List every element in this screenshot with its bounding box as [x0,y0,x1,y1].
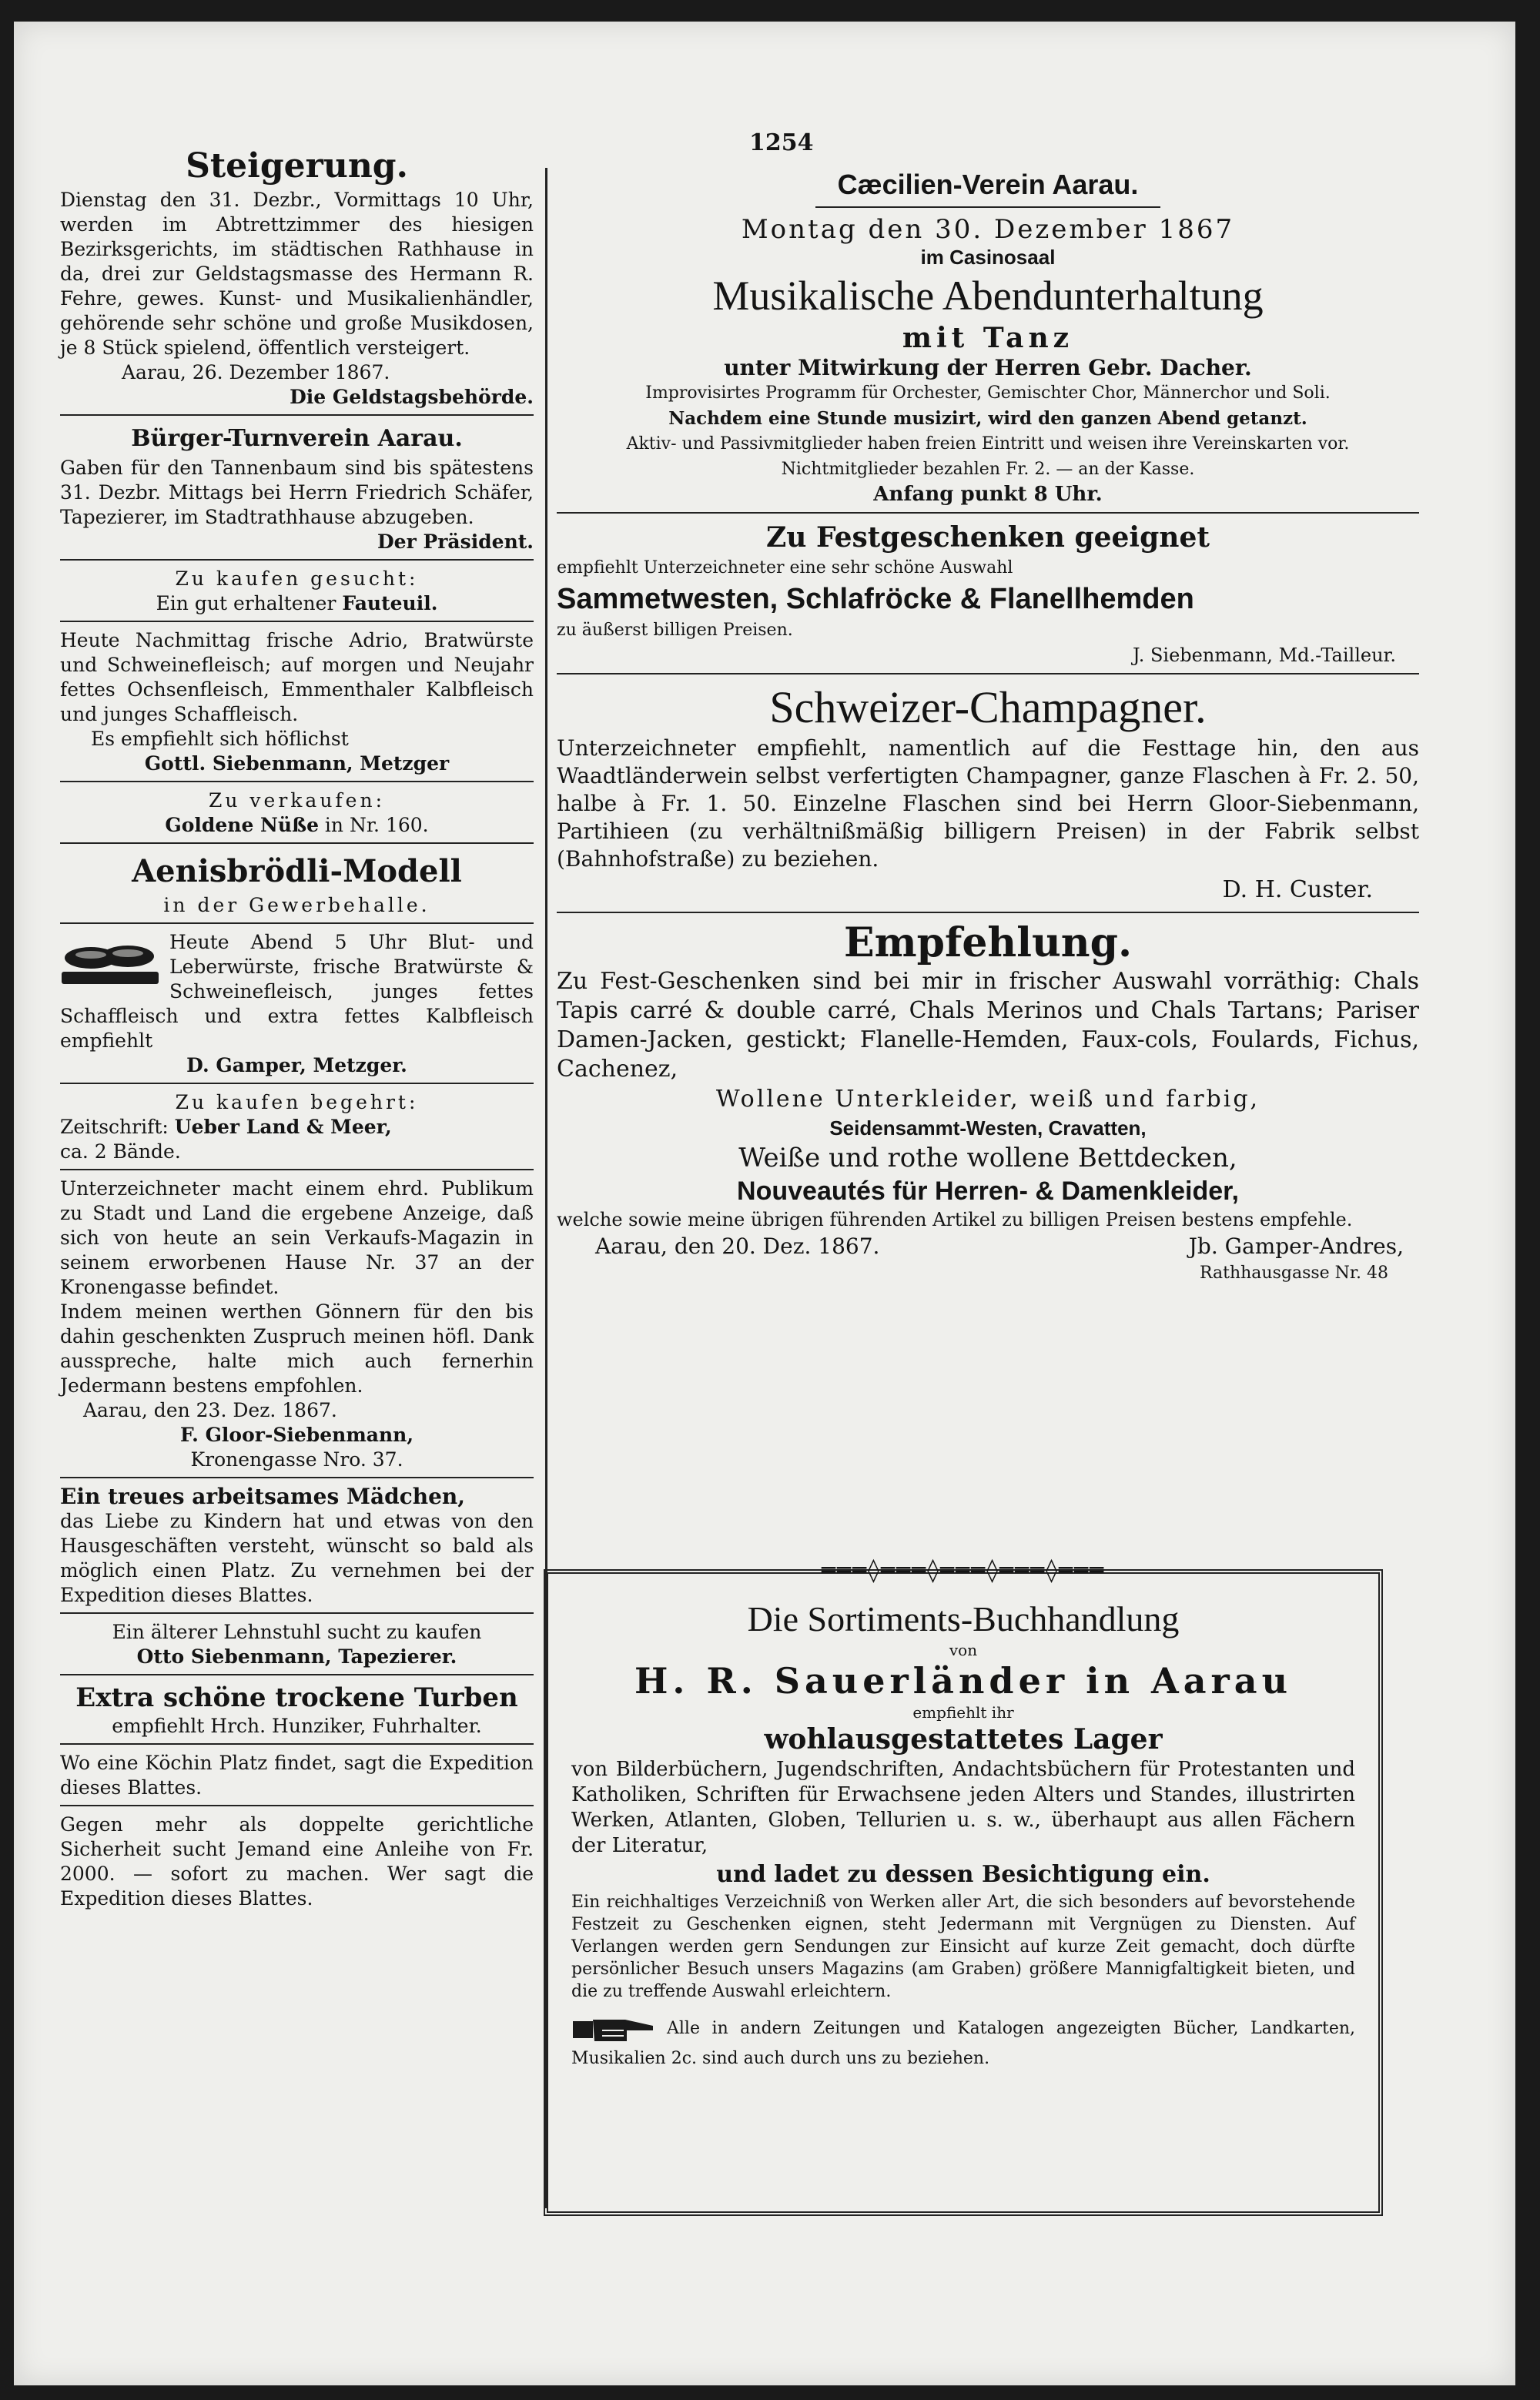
empfehlung-bett: Weiße und rothe wollene Bettdecken, [738,1143,1237,1173]
divider [557,512,1419,514]
steigerung-sign: Die Geldstagsbehörde. [290,386,534,408]
champagner-sign: D. H. Custer. [1222,876,1373,903]
empfehlung-p2: welche sowie meine übrigen führenden Artikel zu billigen Preisen bestens empfehle. [557,1209,1353,1230]
ad-caecilien [557,168,1419,507]
divider [60,1674,534,1675]
divider [60,781,534,782]
divider [60,1612,534,1614]
divider [557,673,1419,674]
ad-turben [60,1682,534,1739]
caecilien-place: im Casinosaal [920,246,1056,269]
metzger2-text: Heute Abend 5 Uhr Blut- und Leberwürste, frische Bratwürste & Schweinefleisch, junges fettes Schaffleisch und extra fettes Kalbfleisch empfiehlt [60,931,534,1052]
fauteuil-line1: Zu kaufen gesucht: [175,567,419,590]
ad-koechin [60,1751,534,1800]
champagner-title: Schweizer-Champagner. [769,682,1207,732]
empfehlung-date: Aarau, den 20. Dez. 1867. [595,1233,880,1259]
divider [60,1743,534,1745]
page-number: 1254 [749,129,814,156]
anleihe-text: Gegen mehr als doppelte gerichtliche Sicherheit sucht Jemand eine Anleihe von Fr. 2000. — sofort zu machen. Wer sagt die Expedition dieses Blattes. [60,1813,534,1910]
sauerlaender-empfiehlt: empfiehlt ihr [912,1703,1014,1722]
turben-text: empfiehlt Hrch. Hunziker, Fuhrhalter. [112,1715,482,1737]
maedchen-text: das Liebe zu Kindern hat und etwas von den Hausgeschäften versteht, wünscht so bald als möglich einen Platz. Zu vernehmen bei der Expedition dieses Blattes. [60,1510,534,1606]
ad-zeitschrift [60,1090,534,1164]
metzger2-sign: D. Gamper, Metzger. [186,1054,407,1076]
sauerlaender-von: von [949,1641,978,1659]
divider-short [815,206,1160,208]
sauerlaender-lager: wohlausgestattetes Lager [764,1723,1163,1756]
ad-turnverein [60,422,534,554]
ad-gloor [60,1177,534,1472]
ad-fauteuil [60,567,534,616]
divider [60,1083,534,1084]
divider [60,621,534,622]
ad-modell [60,850,534,918]
pointing-hand-icon [571,2010,656,2047]
sauerlaender-ladet: und ladet zu dessen Besichtigung ein. [716,1861,1210,1888]
ad-sauerlaender-frame [544,1557,1383,2216]
maedchen-title: Ein treues arbeitsames Mädchen, [60,1484,466,1509]
zeitschrift-line1: Zu kaufen begehrt: [175,1091,419,1113]
turben-title: Extra schöne trockene Turben [75,1682,518,1713]
caecilien-programm: Improvisirtes Programm für Orchester, Gemischter Chor, Männerchor und Soli. [645,383,1331,403]
caecilien-nichtmitglieder: Nichtmitglieder bezahlen Fr. 2. — an der Kasse. [781,460,1195,479]
gloor-p2: Indem meinen werthen Gönnern für den bis dahin geschenkten Zuspruch meinen höfl. Dank ausspreche, halte mich auch fernerhin Jedermann bestens empfohlen. [60,1300,534,1397]
ad-steigerung [60,145,534,410]
turnverein-title: Bürger-Turnverein Aarau. [131,425,463,452]
ad-metzger-gamper [60,930,534,1078]
metzger1-text: Heute Nachmittag frische Adrio, Bratwürste und Schweinefleisch; auf morgen und Neujahr fettes Ochsenfleisch, Emmenthaler Kalbfleisch und junges Schaffleisch. [60,629,534,725]
sauerlaender-p2: Ein reichhaltiges Verzeichniß von Werken aller Art, die sich besonders auf bevorstehende Festzeit zu Geschenken eignen, steht Jedermann mit Vergnügen zu Diensten. Auf Verlangen werden gern Sendungen zur Einsicht auf kurze Zeit gemacht, doch dürfte persönlicher Besuch unsers Magazins (am Graben) größere Mannigfaltigkeit bieten, und die zu treffende Auswahl erleichtern. [571,1893,1355,2001]
metzger1-sign: Gottl. Siebenmann, Metzger [144,752,450,775]
nuesse-line1: Zu verkaufen: [208,789,385,812]
nuesse-line2b: in Nr. 160. [318,814,429,836]
festgeschenke-sign: J. Siebenmann, Md.-Tailleur. [1132,644,1396,666]
ad-lehnstuhl [60,1620,534,1669]
festgeschenke-preise: zu äußerst billigen Preisen. [557,621,793,640]
sauerlaender-p3: Alle in andern Zeitungen und Katalogen angezeigten Bücher, Landkarten, Musikalien 2c. sind auch durch uns zu beziehen. [571,2019,1355,2068]
modell-sub: in der Gewerbehalle. [163,894,430,916]
divider [60,1169,534,1170]
lehnstuhl-text: Ein älterer Lehnstuhl sucht zu kaufen [112,1621,482,1643]
fauteuil-line2b: Fauteuil. [342,592,438,614]
turnverein-sign: Der Präsident. [377,531,534,553]
empfehlung-wolle: Wollene Unterkleider, weiß und farbig, [715,1086,1260,1113]
steigerung-text: Dienstag den 31. Dezbr., Vormittags 10 Uhr, werden im Abtrettzimmer des hiesigen Bezirksgerichts, im städtischen Rathhause in da, drei zur Geldstagsmasse des Hermann R. Fehre, gewes. Kunst- und Musikalienhändler, gehörende sehr schöne und große Musikdosen, je 8 Stück spielend, öffentlich versteigert. [60,189,534,359]
caecilien-mitglieder: Aktiv- und Passivmitglieder haben freien Eintritt und weisen ihre Vereinskarten vor. [626,434,1350,454]
zeitschrift-line3: ca. 2 Bände. [60,1140,181,1163]
gloor-sign: F. Gloor-Siebenmann, [179,1424,414,1446]
caecilien-headline: Musikalische Abendunterhaltung [712,273,1264,319]
ad-anleihe [60,1813,534,1911]
divider [60,414,534,416]
koechin-text: Wo eine Köchin Platz findet, sagt die Expedition dieses Blattes. [60,1752,534,1799]
frame-ornament: ═══◊═══◊═══◊═══◊═══ [821,1557,1106,1584]
empfehlung-sign: Jb. Gamper-Andres, [1188,1233,1404,1259]
ad-festgeschenke [557,520,1419,668]
newspaper-page [14,22,1515,2385]
lehnstuhl-sign: Otto Siebenmann, Tapezierer. [136,1645,457,1668]
empfehlung-addr: Rathhausgasse Nr. 48 [1199,1264,1388,1283]
festgeschenke-headline: Sammetwesten, Schlafröcke & Flanellhemden [557,583,1194,615]
gloor-date: Aarau, den 23. Dez. 1867. [83,1399,337,1421]
ad-metzger-siebenmann [60,628,534,776]
sausages-icon [60,935,160,989]
divider [60,1805,534,1806]
left-column [60,145,534,1914]
zeitschrift-line2a: Zeitschrift: [60,1116,175,1138]
fauteuil-line2a: Ein gut erhaltener [156,592,343,614]
metzger1-p2: Es empfiehlt sich höflichst [91,728,349,750]
ad-maedchen [60,1485,534,1608]
modell-title: Aenisbrödli-Modell [132,853,462,889]
gloor-addr: Kronengasse Nro. 37. [190,1448,403,1471]
ad-nuesse [60,788,534,838]
caecilien-stunde: Nachdem eine Stunde musizirt, wird den ganzen Abend getanzt. [668,408,1307,429]
sauerlaender-title: Die Sortiments-Buchhandlung [747,1599,1180,1638]
empfehlung-text: Zu Fest-Geschenken sind bei mir in frischer Auswahl vorräthig: Chals Tapis carré & double carré, Chals Merinos und Chals Tartans; Pariser Damen-Jacken, gestickt; Flanelle-Hemden, Faux-cols, Foulards, Fichus, Cachenez, [557,968,1419,1083]
empfehlung-nouv: Nouveautés für Herren- & Damenkleider, [737,1177,1239,1206]
caecilien-date: Montag den 30. Dezember 1867 [741,214,1235,245]
gloor-p1: Unterzeichneter macht einem ehrd. Publikum zu Stadt und Land die ergebene Anzeige, daß sich von heute an sein Verkaufs-Magazin in seinem erworbenen Hause Nr. 37 an der Kronengasse befindet. [60,1177,534,1298]
nuesse-line2a: Goldene Nüße [165,814,319,836]
divider [557,912,1419,913]
zeitschrift-line2b: Ueber Land & Meer, [174,1116,392,1138]
champagner-text: Unterzeichneter empfiehlt, namentlich auf die Festtage hin, den aus Waadtländerwein selbst verfertigten Champagner, ganze Flaschen à Fr. 2. 50, halbe à Fr. 1. 50. Einzelne Flaschen sind bei Herrn Gloor-Siebenmann, Partihieen (zu verhältnißmäßig billigern Preisen) in der Fabrik selbst (Bahnhofstraße) zu beziehen. [557,735,1419,872]
ad-empfehlung [557,919,1419,1286]
divider [60,1477,534,1478]
divider [60,922,534,924]
festgeschenke-intro: empfiehlt Unterzeichneter eine sehr schöne Auswahl [557,558,1013,577]
caecilien-mitwirkung: unter Mitwirkung der Herren Gebr. Dacher. [724,355,1252,380]
turnverein-text: Gaben für den Tannenbaum sind bis spätestens 31. Dezbr. Mittags bei Herrn Friedrich Schäfer, Tapezierer, im Stadtrathhause abzugeben. [60,457,534,528]
empfehlung-title: Empfehlung. [843,919,1133,966]
caecilien-tanz: mit Tanz [902,322,1074,354]
right-column [557,137,1419,1289]
steigerung-date: Aarau, 26. Dezember 1867. [122,361,390,383]
empfehlung-seide: Seidensammt-Westen, Cravatten, [829,1116,1147,1140]
festgeschenke-title: Zu Festgeschenken geeignet [766,521,1210,554]
steigerung-title: Steigerung. [186,146,408,186]
ad-sauerlaender [571,1597,1355,2070]
ad-champagner [557,681,1419,907]
caecilien-title: Cæcilien-Verein Aarau. [837,169,1139,200]
divider [60,559,534,561]
divider [60,842,534,844]
caecilien-anfang: Anfang punkt 8 Uhr. [873,483,1103,506]
sauerlaender-name: H. R. Sauerländer in Aarau [634,1660,1293,1702]
sauerlaender-p1: von Bilderbüchern, Jugendschriften, Andachtsbüchern für Protestanten und Katholiken, Schriften für Erwachsene jeden Alters und Standes, illustrirten Werken, Atlanten, Globen, Tellurien u. s. w., überhaupt aus allen Fächern der Literatur, [571,1758,1355,1857]
